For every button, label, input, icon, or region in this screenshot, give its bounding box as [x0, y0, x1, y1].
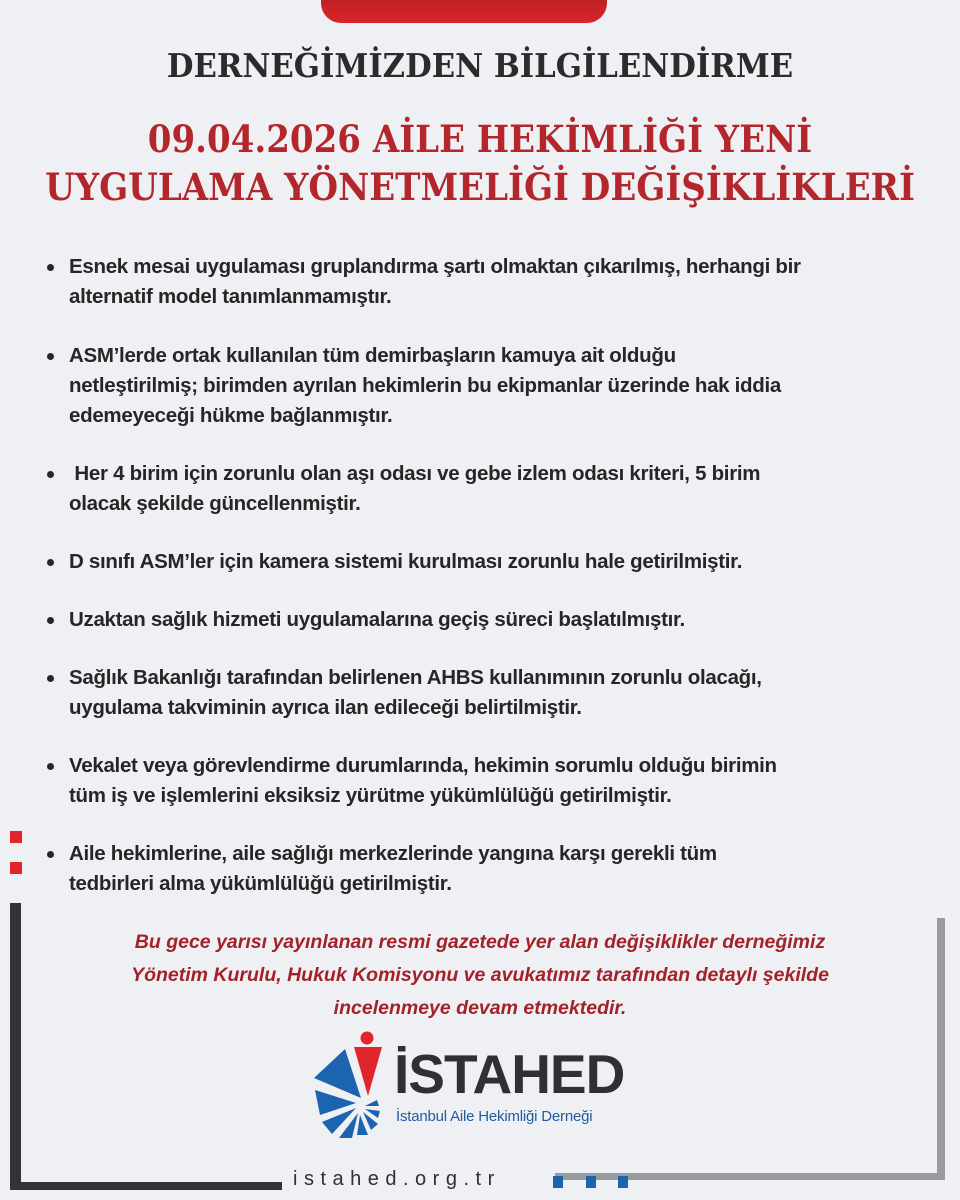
- decorative-blue-square: [553, 1176, 563, 1188]
- list-item: D sınıfı ASM’ler için kamera sistemi kurulması zorunlu hale getirilmiştir.: [44, 547, 949, 577]
- list-item: ASM’lerde ortak kullanılan tüm demirbaşların kamuya ait olduğu netleştirilmiş; birimden ayrılan hekimlerin bu ekipmanlar üzerinde hak iddia edemeyeceği hükme bağlanmıştır.: [44, 341, 949, 431]
- decorative-blue-square: [618, 1176, 628, 1188]
- logo-subtitle: İstanbul Aile Hekimliği Derneği: [396, 1108, 593, 1125]
- decorative-red-square: [10, 862, 22, 874]
- bullet-icon: [47, 617, 54, 624]
- decorative-red-square: [10, 831, 22, 843]
- frame-right-vertical: [937, 918, 945, 1180]
- bullet-icon: [47, 559, 54, 566]
- website-link[interactable]: istahed.org.tr: [293, 1168, 501, 1190]
- bullet-icon: [47, 471, 54, 478]
- list-item: Her 4 birim için zorunlu olan aşı odası ve gebe izlem odası kriteri, 5 birim olacak şekilde güncellenmiştir.: [44, 459, 949, 519]
- logo-wordmark: İSTAHED: [394, 1043, 625, 1105]
- title-line: UYGULAMA YÖNETMELİĞİ DEĞİŞİKLİKLERİ: [45, 165, 915, 209]
- top-red-banner: [321, 0, 607, 23]
- list-item: Esnek mesai uygulaması gruplandırma şartı olmaktan çıkarılmış, herhangi bir alternatif model tanımlanmamıştır.: [44, 252, 949, 312]
- closing-note: Bu gece yarısı yayınlanan resmi gazetede yer alan değişiklikler derneğimiz Yönetim Kurulu, Hukuk Komisyonu ve avukatımız tarafından detaylı şekilde incelenmeye devam etmektedir.: [131, 931, 829, 1019]
- list-item: Sağlık Bakanlığı tarafından belirlenen AHBS kullanımının zorunlu olacağı, uygulama takviminin ayrıca ilan edileceği belirtilmiştir.: [44, 663, 949, 723]
- frame-right-horizontal: [555, 1173, 945, 1180]
- istahed-logo-icon: [312, 1030, 392, 1140]
- list-item: Uzaktan sağlık hizmeti uygulamalarına geçiş süreci başlatılmıştır.: [44, 605, 949, 635]
- change-list: [44, 252, 949, 899]
- istahed-logo: [312, 1030, 632, 1140]
- bullet-icon: [47, 851, 54, 858]
- bullet-icon: [47, 675, 54, 682]
- frame-left-vertical: [10, 903, 21, 1190]
- bullet-icon: [47, 763, 54, 770]
- kicker-heading: DERNEĞİMİZDEN BİLGİLENDİRME: [166, 46, 794, 85]
- bullet-icon: [47, 353, 54, 360]
- title-line: 09.04.2026 AİLE HEKİMLİĞİ YENİ: [147, 117, 813, 161]
- bullet-icon: [47, 264, 54, 271]
- decorative-blue-square: [586, 1176, 596, 1188]
- list-item: Vekalet veya görevlendirme durumlarında, hekimin sorumlu olduğu birimin tüm iş ve işlemlerini eksiksiz yürütme yükümlülüğü getirilmiştir.: [44, 751, 949, 811]
- page-title: [38, 115, 921, 211]
- list-item: Aile hekimlerine, aile sağlığı merkezlerinde yangına karşı gerekli tüm tedbirleri alma yükümlülüğü getirilmiştir.: [44, 839, 949, 899]
- frame-left-horizontal: [10, 1182, 282, 1190]
